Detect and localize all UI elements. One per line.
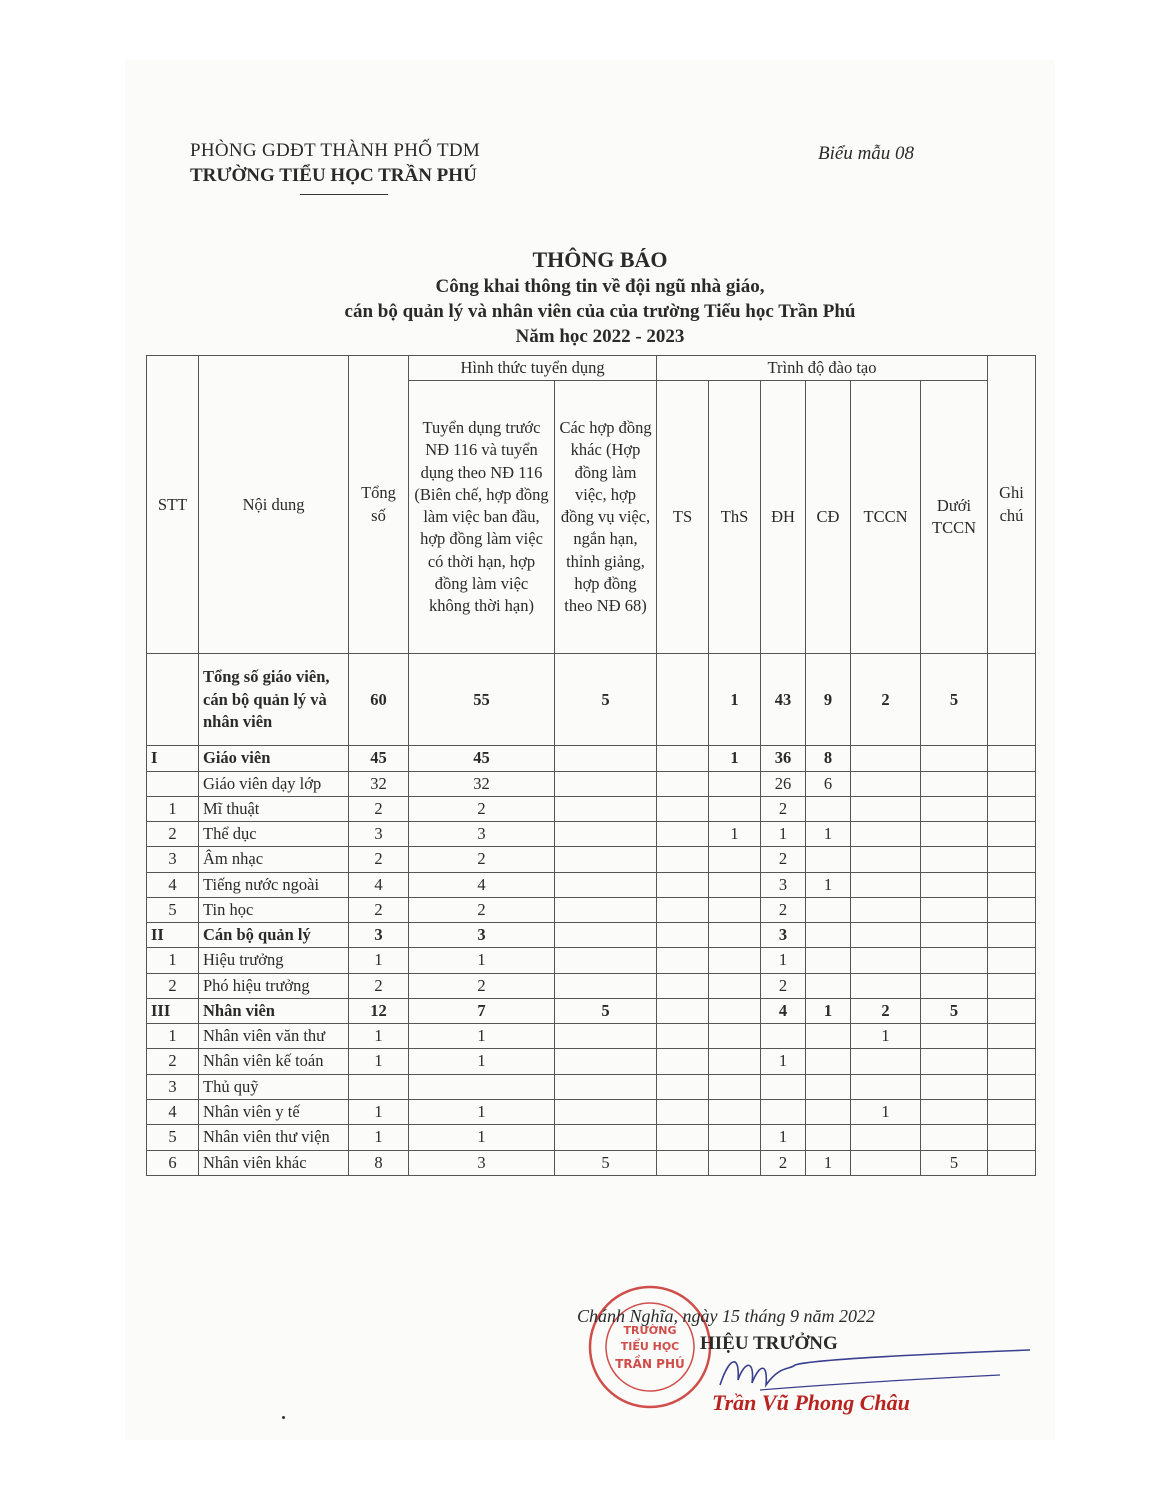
cell-dh [761,1099,806,1124]
cell-ths [709,1024,761,1049]
cell-rb [555,746,657,771]
cell-ts [657,796,709,821]
cell-cd [806,948,851,973]
cell-ra: 2 [409,897,555,922]
cell-duoi [921,1074,988,1099]
table-row [147,1074,1036,1099]
cell-dh [761,1024,806,1049]
cell-dh: 1 [761,822,806,847]
cell-ts [657,998,709,1023]
table-row [147,796,1036,821]
cell-stt: 6 [147,1150,199,1175]
cell-ths [709,847,761,872]
cell-ts [657,1150,709,1175]
header-recruit-a: Tuyển dụng trước NĐ 116 và tuyển dụng theo NĐ 116 (Biên chế, hợp đồng làm việc ban đầu, hợp đồng làm việc có thời hạn, hợp đồng làm việc không thời hạn) [409,381,555,654]
cell-ts [657,746,709,771]
cell-dh: 26 [761,771,806,796]
cell-duoi [921,771,988,796]
header-recruit-b: Các hợp đồng khác (Hợp đồng làm việc, hợp đồng vụ việc, ngắn hạn, thỉnh giảng, hợp đồng theo NĐ 68) [555,381,657,654]
cell-stt: 3 [147,1074,199,1099]
cell-dh: 1 [761,1125,806,1150]
cell-total: 2 [349,897,409,922]
cell-ths [709,897,761,922]
cell-note [988,796,1036,821]
header-ths: ThS [709,381,761,654]
cell-total: 8 [349,1150,409,1175]
cell-name: Nhân viên y tế [199,1099,349,1124]
cell-name: Thủ quỹ [199,1074,349,1099]
cell-duoi [921,897,988,922]
document-title [200,247,1000,348]
cell-note [988,998,1036,1023]
cell-note [988,973,1036,998]
table-row [147,973,1036,998]
cell-total: 32 [349,771,409,796]
cell-dh: 4 [761,998,806,1023]
cell-ths [709,998,761,1023]
cell-ts [657,948,709,973]
cell-ra: 2 [409,847,555,872]
cell-duoi [921,872,988,897]
cell-ra [409,1074,555,1099]
cell-name: Tổng số giáo viên, cán bộ quản lý và nhân viên [199,654,349,746]
cell-stt [147,771,199,796]
cell-name: Tiếng nước ngoài [199,872,349,897]
cell-name: Nhân viên thư viện [199,1125,349,1150]
cell-total: 4 [349,872,409,897]
cell-stt: 5 [147,897,199,922]
cell-cd [806,1125,851,1150]
cell-stt: 4 [147,1099,199,1124]
table-row [147,923,1036,948]
cell-dh: 36 [761,746,806,771]
cell-cd [806,973,851,998]
title-line-4: Năm học 2022 - 2023 [515,326,685,347]
cell-ts [657,654,709,746]
cell-note [988,1150,1036,1175]
cell-duoi [921,1049,988,1074]
cell-tccn [851,1074,921,1099]
cell-total: 1 [349,1049,409,1074]
cell-duoi [921,1125,988,1150]
cell-name: Nhân viên kế toán [199,1049,349,1074]
cell-tccn [851,1049,921,1074]
cell-tccn [851,897,921,922]
cell-ra: 55 [409,654,555,746]
cell-rb [555,897,657,922]
cell-rb [555,1074,657,1099]
table-row [147,822,1036,847]
cell-tccn [851,822,921,847]
cell-ra: 1 [409,1024,555,1049]
cell-rb [555,923,657,948]
cell-name: Giáo viên dạy lớp [199,771,349,796]
cell-tccn [851,872,921,897]
cell-tccn [851,771,921,796]
cell-total: 45 [349,746,409,771]
cell-tccn: 2 [851,654,921,746]
cell-cd [806,847,851,872]
cell-ths [709,948,761,973]
cell-stt: I [147,746,199,771]
cell-ths: 1 [709,654,761,746]
table-row [147,1125,1036,1150]
cell-stt: 5 [147,1125,199,1150]
header-training-group: Trình độ đào tạo [657,356,988,381]
seal-line-2: TIỂU HỌC [620,1340,680,1353]
cell-cd: 1 [806,998,851,1023]
cell-name: Âm nhạc [199,847,349,872]
cell-total: 60 [349,654,409,746]
cell-note [988,897,1036,922]
cell-duoi [921,1099,988,1124]
cell-dh: 3 [761,872,806,897]
header-ts: TS [657,381,709,654]
cell-ths [709,1150,761,1175]
cell-ths [709,1049,761,1074]
table-row [147,948,1036,973]
table-row [147,872,1036,897]
cell-dh: 2 [761,1150,806,1175]
cell-rb [555,1125,657,1150]
cell-stt: 1 [147,948,199,973]
table-row [147,1099,1036,1124]
header-stt: STT [147,356,199,654]
signature-title: HIỆU TRƯỞNG [700,1333,838,1354]
cell-duoi [921,796,988,821]
cell-ts [657,1099,709,1124]
cell-cd: 1 [806,872,851,897]
table-row [147,998,1036,1023]
cell-stt: II [147,923,199,948]
cell-ra: 1 [409,1099,555,1124]
cell-duoi: 5 [921,654,988,746]
cell-total: 2 [349,847,409,872]
cell-ths: 1 [709,822,761,847]
cell-ra: 7 [409,998,555,1023]
cell-ts [657,897,709,922]
cell-ra: 3 [409,822,555,847]
cell-ra: 3 [409,1150,555,1175]
table-row [147,1049,1036,1074]
cell-stt: 2 [147,973,199,998]
cell-cd [806,1024,851,1049]
cell-stt: III [147,998,199,1023]
cell-ra: 2 [409,973,555,998]
cell-duoi [921,948,988,973]
cell-dh: 3 [761,923,806,948]
cell-ths [709,796,761,821]
cell-name: Phó hiệu trưởng [199,973,349,998]
cell-duoi [921,847,988,872]
cell-note [988,1024,1036,1049]
cell-stt: 1 [147,796,199,821]
cell-note [988,1125,1036,1150]
table-row [147,746,1036,771]
cell-note [988,923,1036,948]
cell-rb [555,973,657,998]
cell-ts [657,1074,709,1099]
cell-dh: 1 [761,1049,806,1074]
school-seal [585,1282,715,1412]
cell-dh: 2 [761,973,806,998]
cell-total: 1 [349,1099,409,1124]
table-row [147,847,1036,872]
cell-duoi: 5 [921,998,988,1023]
letterhead-underline [300,194,388,195]
cell-tccn: 1 [851,1024,921,1049]
cell-name: Hiệu trưởng [199,948,349,973]
cell-name: Nhân viên văn thư [199,1024,349,1049]
cell-ts [657,1049,709,1074]
header-note: Ghi chú [988,356,1036,654]
seal-line-1: TRƯỜNG [623,1324,677,1337]
cell-note [988,654,1036,746]
cell-rb [555,771,657,796]
cell-ths [709,872,761,897]
header-recruit-group: Hình thức tuyển dụng [409,356,657,381]
cell-ra: 3 [409,923,555,948]
cell-dh: 2 [761,847,806,872]
cell-total: 3 [349,923,409,948]
cell-rb [555,1024,657,1049]
letterhead [190,140,570,187]
cell-ts [657,847,709,872]
signature-date: Chánh Nghĩa, ngày 15 tháng 9 năm 2022 [577,1306,876,1326]
table-body [147,654,1036,1176]
cell-ths [709,1125,761,1150]
cell-ts [657,822,709,847]
cell-tccn [851,1150,921,1175]
cell-note [988,872,1036,897]
cell-cd: 9 [806,654,851,746]
cell-ra: 45 [409,746,555,771]
cell-note [988,1099,1036,1124]
cell-note [988,822,1036,847]
cell-rb [555,822,657,847]
signer-name: Trần Vũ Phong Châu [712,1390,910,1415]
title-line-1: THÔNG BÁO [532,247,668,272]
cell-note [988,746,1036,771]
cell-stt: 3 [147,847,199,872]
cell-rb: 5 [555,998,657,1023]
cell-tccn [851,973,921,998]
cell-duoi [921,973,988,998]
table-row [147,771,1036,796]
cell-total: 1 [349,948,409,973]
cell-ths [709,973,761,998]
cell-tccn [851,923,921,948]
cell-total: 1 [349,1024,409,1049]
table-row [147,654,1036,746]
cell-stt: 1 [147,1024,199,1049]
cell-name: Mĩ thuật [199,796,349,821]
cell-note [988,1049,1036,1074]
cell-rb: 5 [555,654,657,746]
cell-ts [657,923,709,948]
cell-duoi [921,1024,988,1049]
cell-dh: 2 [761,897,806,922]
cell-rb [555,847,657,872]
cell-stt: 2 [147,822,199,847]
cell-rb [555,872,657,897]
cell-ts [657,771,709,796]
cell-tccn [851,1125,921,1150]
cell-ts [657,973,709,998]
cell-name: Tin học [199,897,349,922]
header-tccn: TCCN [851,381,921,654]
cell-name: Nhân viên [199,998,349,1023]
cell-ra: 32 [409,771,555,796]
cell-dh: 2 [761,796,806,821]
cell-ths [709,771,761,796]
cell-total: 2 [349,973,409,998]
stray-dot [282,1416,285,1419]
cell-ra: 1 [409,1125,555,1150]
table-row [147,897,1036,922]
cell-ts [657,872,709,897]
cell-ths: 1 [709,746,761,771]
cell-tccn: 1 [851,1099,921,1124]
cell-tccn [851,746,921,771]
title-line-3: cán bộ quản lý và nhân viên của của trường Tiểu học Trần Phú [344,301,856,322]
cell-ths [709,923,761,948]
cell-total: 2 [349,796,409,821]
cell-duoi [921,746,988,771]
cell-name: Thể dục [199,822,349,847]
cell-duoi: 5 [921,1150,988,1175]
cell-ra: 1 [409,1049,555,1074]
table-row [147,1150,1036,1175]
header-content: Nội dung [199,356,349,654]
cell-ts [657,1125,709,1150]
title-line-2: Công khai thông tin về đội ngũ nhà giáo, [435,276,765,297]
cell-stt [147,654,199,746]
cell-dh [761,1074,806,1099]
cell-rb [555,796,657,821]
cell-name: Nhân viên khác [199,1150,349,1175]
cell-ts [657,1024,709,1049]
school-name: TRƯỜNG TIỂU HỌC TRẦN PHÚ [190,165,477,186]
cell-stt: 2 [147,1049,199,1074]
cell-dh: 1 [761,948,806,973]
cell-duoi [921,923,988,948]
cell-ths [709,1074,761,1099]
cell-name: Giáo viên [199,746,349,771]
cell-cd: 1 [806,822,851,847]
cell-total [349,1074,409,1099]
cell-tccn [851,796,921,821]
seal-line-3: TRẦN PHÚ [615,1357,685,1371]
cell-note [988,771,1036,796]
cell-cd: 6 [806,771,851,796]
cell-total: 12 [349,998,409,1023]
cell-tccn: 2 [851,998,921,1023]
header-duoi-tccn: Dưới TCCN [921,381,988,654]
cell-note [988,847,1036,872]
cell-ths [709,1099,761,1124]
cell-cd: 1 [806,1150,851,1175]
header-cd: CĐ [806,381,851,654]
table-row [147,1024,1036,1049]
cell-stt: 4 [147,872,199,897]
cell-rb [555,1099,657,1124]
cell-cd [806,1099,851,1124]
cell-tccn [851,847,921,872]
header-dh: ĐH [761,381,806,654]
cell-note [988,948,1036,973]
department-name: PHÒNG GDĐT THÀNH PHỐ TDM [190,140,481,161]
cell-cd [806,1074,851,1099]
cell-ra: 2 [409,796,555,821]
cell-duoi [921,822,988,847]
cell-ra: 4 [409,872,555,897]
cell-name: Cán bộ quản lý [199,923,349,948]
cell-rb: 5 [555,1150,657,1175]
cell-note [988,1074,1036,1099]
cell-cd: 8 [806,746,851,771]
cell-cd [806,1049,851,1074]
cell-tccn [851,948,921,973]
cell-dh: 43 [761,654,806,746]
header-total: Tổng số [349,356,409,654]
cell-total: 3 [349,822,409,847]
form-number: Biểu mẫu 08 [818,143,915,164]
staff-table [146,355,1036,1176]
cell-total: 1 [349,1125,409,1150]
cell-ra: 1 [409,948,555,973]
cell-cd [806,923,851,948]
cell-rb [555,1049,657,1074]
cell-cd [806,796,851,821]
cell-cd [806,897,851,922]
cell-rb [555,948,657,973]
